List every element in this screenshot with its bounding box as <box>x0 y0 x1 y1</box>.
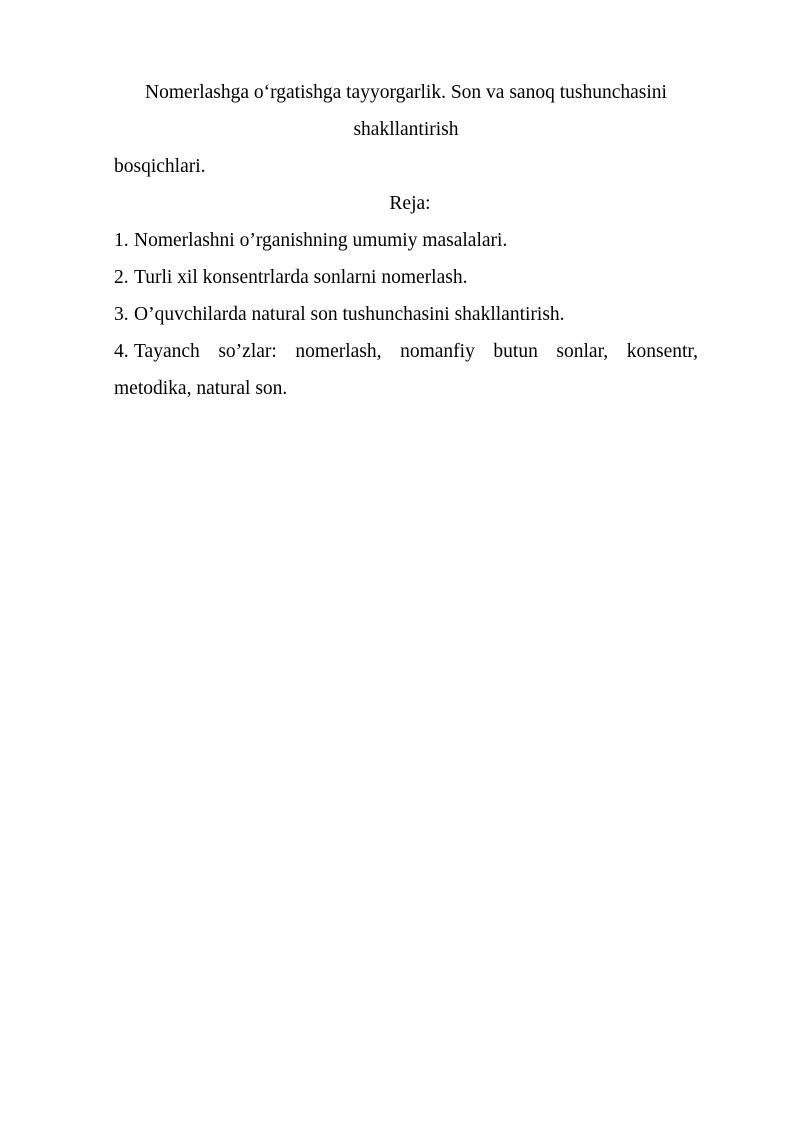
document-title: Nomerlashga o‘rgatishga tayyorgarlik. Son va sanoq tushunchasini shakllantirish <box>145 82 667 140</box>
plan-item-number: 4. <box>114 341 129 362</box>
plan-list <box>114 222 698 407</box>
plan-item-text: Nomerlashni o’rganishning umumiy masalalari. <box>134 230 508 251</box>
plan-item <box>114 222 698 259</box>
plan-item-number: 3. <box>114 304 129 325</box>
document-page <box>114 74 698 407</box>
plan-item-number: 1. <box>114 230 129 251</box>
plan-item-text: O’quvchilarda natural son tushunchasini shakllantirish. <box>134 304 565 325</box>
plan-item <box>114 296 698 333</box>
plan-item <box>114 333 698 407</box>
document-title-continuation: bosqichlari. <box>114 156 206 177</box>
plan-item-text: Turli xil konsentrlarda sonlarni nomerlash. <box>134 267 468 288</box>
plan-heading: Reja: <box>389 193 431 214</box>
plan-item-text: Tayanch so’zlar: nomerlash, nomanfiy butun sonlar, konsentr, metodika, natural son. <box>114 341 698 399</box>
plan-item <box>114 259 698 296</box>
plan-item-number: 2. <box>114 267 129 288</box>
